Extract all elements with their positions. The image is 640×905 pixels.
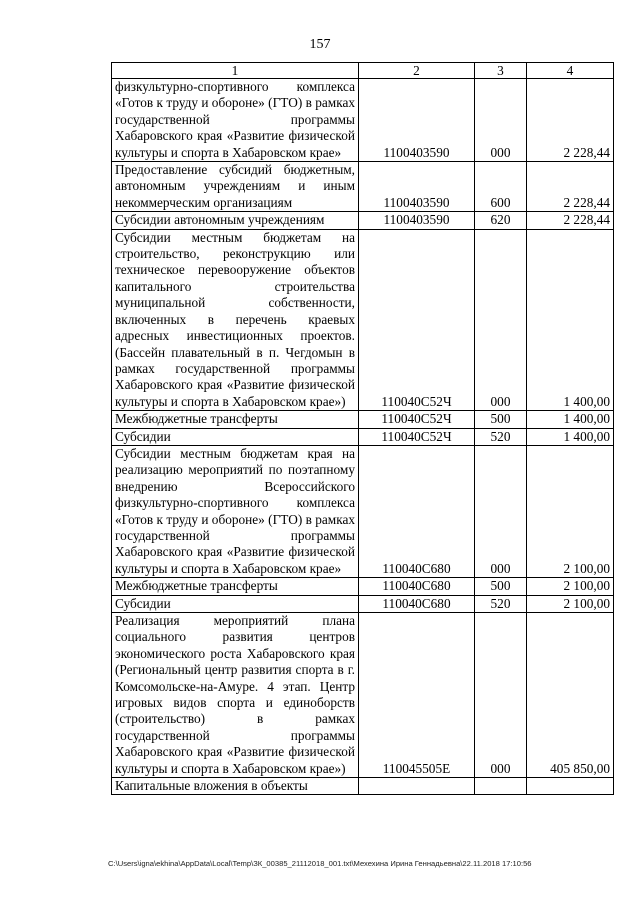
row-target-code: 110040С52Ч (359, 229, 475, 410)
row-description: Предоставление субсидий бюджетным, автономным учреждениям и иным некоммерческим организациям (112, 162, 359, 212)
row-amount: 1 400,00 (527, 229, 614, 410)
row-description: Субсидии местным бюджетам на строительство, реконструкцию или техническое перевооружение объектов капитального строительства муниципальной собственности, включенных в перечень краевых адресных инвестиционных проектов. (Бассейн плавательный в п. Чегдомын в рамках государственной программы Хабаровского края «Развитие физической культуры и спорта в Хабаровском крае») (112, 229, 359, 410)
row-expense-type: 000 (475, 79, 527, 162)
table-row (112, 778, 614, 795)
table-row (112, 79, 614, 162)
row-amount: 1 400,00 (527, 411, 614, 428)
row-target-code (359, 778, 475, 795)
table-row (112, 212, 614, 229)
row-description: физкультурно-спортивного комплекса «Готов к труду и обороне» (ГТО) в рамках государственной программы Хабаровского края «Развитие физической культуры и спорта в Хабаровском крае» (112, 79, 359, 162)
row-amount: 2 100,00 (527, 578, 614, 595)
row-expense-type: 000 (475, 445, 527, 577)
table-row (112, 162, 614, 212)
table-row (112, 595, 614, 612)
row-expense-type: 520 (475, 595, 527, 612)
header-cell: 1 (112, 63, 359, 79)
row-amount: 2 100,00 (527, 595, 614, 612)
row-amount: 405 850,00 (527, 613, 614, 778)
header-cell: 4 (527, 63, 614, 79)
row-target-code: 110040С680 (359, 445, 475, 577)
row-description: Субсидии (112, 428, 359, 445)
row-expense-type: 520 (475, 428, 527, 445)
row-target-code: 110040С680 (359, 595, 475, 612)
row-amount: 2 228,44 (527, 212, 614, 229)
table-row (112, 445, 614, 577)
table-row (112, 411, 614, 428)
row-expense-type: 500 (475, 411, 527, 428)
header-cell: 3 (475, 63, 527, 79)
row-amount: 2 228,44 (527, 162, 614, 212)
row-target-code: 110040С52Ч (359, 411, 475, 428)
row-description: Межбюджетные трансферты (112, 411, 359, 428)
table-row (112, 578, 614, 595)
table-row (112, 428, 614, 445)
file-path-footer: C:\Users\igna\ekhina\AppData\Local\Temp\ЗК_00385_21112018_001.txt\Мехехина Ирина Геннадьевна\22.11.2018 17:10:56 (108, 859, 532, 868)
row-amount: 2 100,00 (527, 445, 614, 577)
row-expense-type: 500 (475, 578, 527, 595)
row-amount: 2 228,44 (527, 79, 614, 162)
table-header-row (112, 63, 614, 79)
row-target-code: 110040С680 (359, 578, 475, 595)
row-target-code: 110045505Е (359, 613, 475, 778)
row-description: Реализация мероприятий плана социального развития центров экономического роста Хабаровского края (Региональный центр развития спорта в г. Комсомольске-на-Амуре. 4 этап. Центр игровых видов спорта и единоборств (строительство) в рамках государственной программы Хабаровского края «Развитие физической культуры и спорта в Хабаровском крае») (112, 613, 359, 778)
table-row (112, 613, 614, 778)
row-target-code: 1100403590 (359, 79, 475, 162)
row-expense-type: 620 (475, 212, 527, 229)
row-description: Межбюджетные трансферты (112, 578, 359, 595)
header-cell: 2 (359, 63, 475, 79)
row-description: Субсидии (112, 595, 359, 612)
page-number: 157 (309, 37, 331, 52)
row-target-code: 1100403590 (359, 212, 475, 229)
budget-table (111, 62, 614, 795)
row-target-code: 1100403590 (359, 162, 475, 212)
row-amount (527, 778, 614, 795)
row-description: Субсидии автономным учреждениям (112, 212, 359, 229)
row-amount: 1 400,00 (527, 428, 614, 445)
row-expense-type (475, 778, 527, 795)
row-target-code: 110040С52Ч (359, 428, 475, 445)
row-expense-type: 000 (475, 229, 527, 410)
table-row (112, 229, 614, 410)
row-expense-type: 000 (475, 613, 527, 778)
row-description: Субсидии местным бюджетам края на реализацию мероприятий по поэтапному внедрению Всероссийского физкультурно-спортивного комплекса «Готов к труду и обороне» (ГТО) в рамках государственной программы Хабаровского края «Развитие физической культуры и спорта в Хабаровском крае» (112, 445, 359, 577)
row-expense-type: 600 (475, 162, 527, 212)
row-description: Капитальные вложения в объекты (112, 778, 359, 795)
